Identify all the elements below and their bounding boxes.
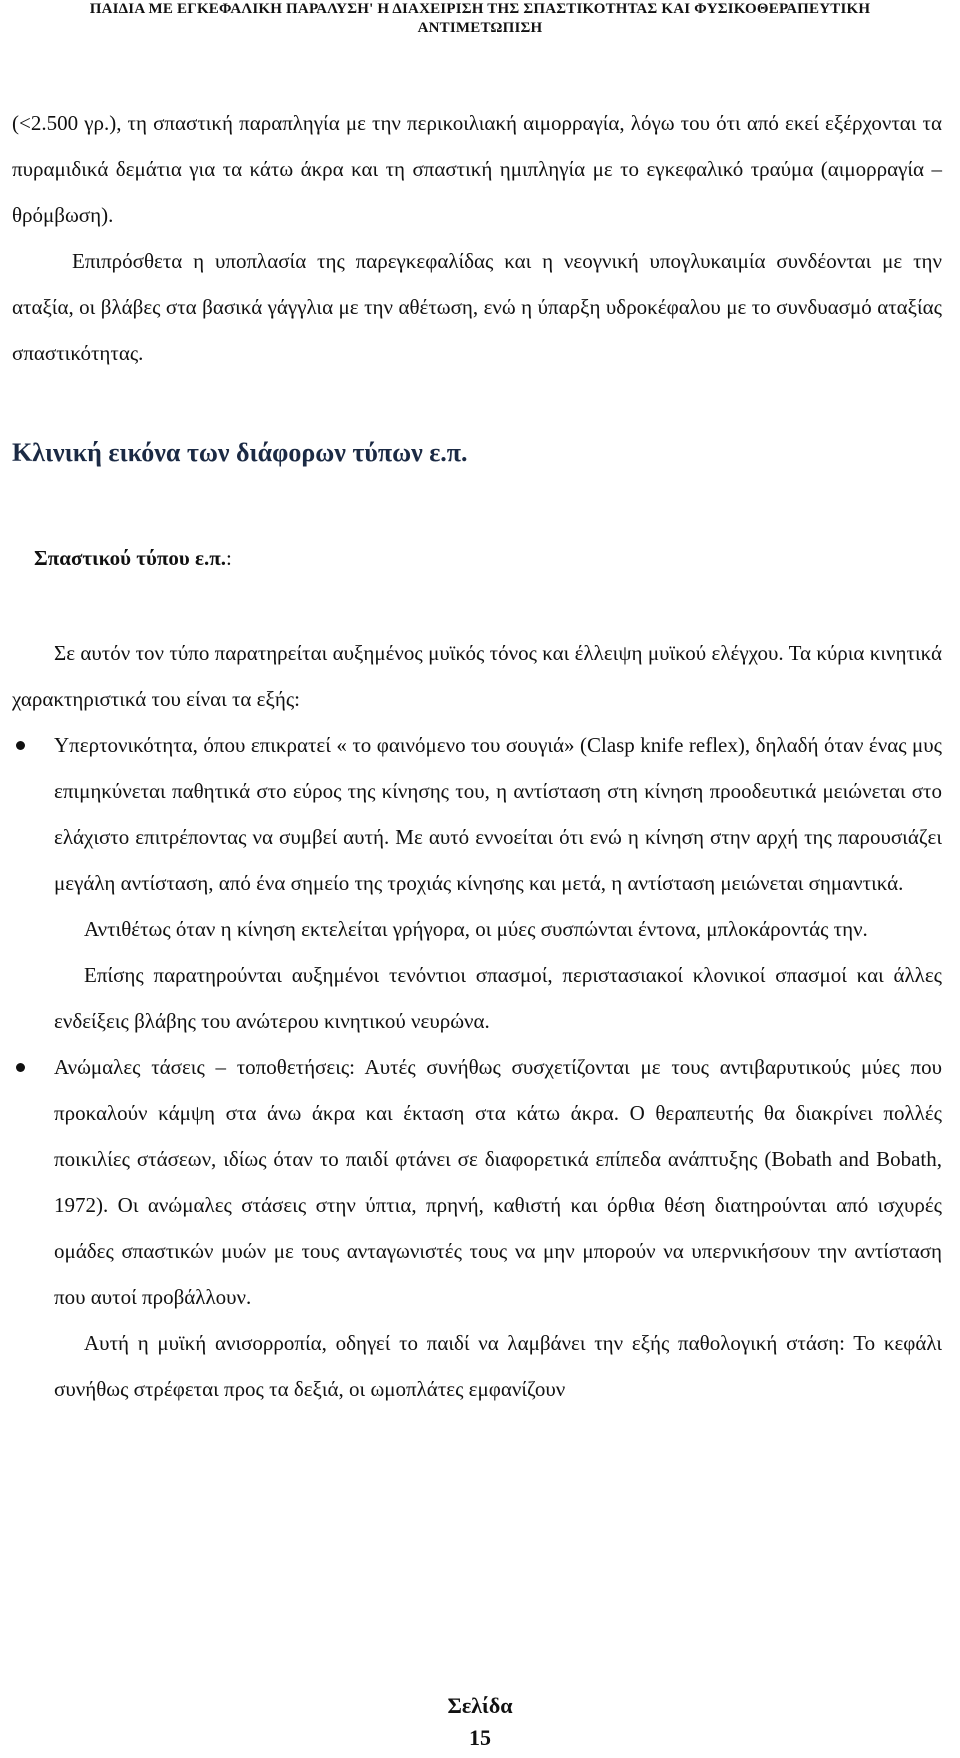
bullet-list xyxy=(12,722,942,1412)
bullet-2-continuation xyxy=(12,1320,942,1412)
page-number: 15 xyxy=(469,1725,491,1750)
bullet-text-2: Ανώμαλες τάσεις – τοποθετήσεις: Αυτές συνήθως συσχετίζονται με τους αντιβαρυτικούς μύες που προκαλούν κάμψη στα άνω άκρα και έκταση στα κάτω άκρα. Ο θεραπευτής θα διακρίνει πολλές ποικιλίες στάσεων, ιδίως όταν το παιδί φτάνει σε διαφορετικά επίπεδα ανάπτυξης (Bobath and Bobath, 1972). Οι ανώμαλες στάσεις στην ύπτια, πρηνή, καθιστή και όρθια θέση διατηρούνται από ισχυρές ομάδες σπαστικών μυών με τους ανταγωνιστές τους να μην μπορούν να υπερνικήσουν την αντίσταση που αυτοί προβάλλουν. xyxy=(54,1055,942,1309)
header-line-2: ΑΝΤΙΜΕΤΩΠΙΣΗ xyxy=(417,20,543,36)
page-footer xyxy=(0,1690,960,1754)
running-header xyxy=(0,0,960,38)
bullet-icon xyxy=(12,1044,54,1320)
bullet-icon xyxy=(12,722,54,906)
list-item xyxy=(12,722,942,906)
page-label: Σελίδα xyxy=(447,1693,513,1718)
list-item xyxy=(12,1044,942,1320)
subsection-heading-text: Σπαστικού τύπου ε.π. xyxy=(34,546,226,570)
section-heading: Κλινική εικόνα των διάφορων τύπων ε.π. xyxy=(12,438,468,467)
paragraph-1: (<2.500 γρ.), τη σπαστική παραπληγία με την περικοιλιακή αιμορραγία, λόγω του ότι από εκεί εξέρχονται τα πυραμιδικά δεμάτια για τα κάτω άκρα και τη σπαστική ημιπληγία με το εγκεφαλικό τραύμα (αιμορραγία – θρόμβωση). xyxy=(12,111,942,227)
intro-paragraph: Σε αυτόν τον τύπο παρατηρείται αυξημένος μυϊκός τόνος και έλλειψη μυϊκού ελέγχου. Τα κύρια κινητικά χαρακτηριστικά του είναι τα εξής: xyxy=(12,641,942,711)
intro-block xyxy=(12,630,942,722)
bullet-1-continuation xyxy=(12,906,942,1044)
bullet-2-paragraph-2: Αυτή η μυϊκή ανισορροπία, οδηγεί το παιδί να λαμβάνει την εξής παθολογική στάση: Το κεφάλι συνήθως στρέφεται προς τα δεξιά, οι ωμοπλάτες εμφανίζουν xyxy=(54,1331,942,1401)
header-line-1: ΠΑΙΔΙΑ ΜΕ ΕΓΚΕΦΑΛΙΚΗ ΠΑΡΑΛΥΣΗ' Η ΔΙΑΧΕΙΡΙΣΗ ΤΗΣ ΣΠΑΣΤΙΚΟΤΗΤΑΣ ΚΑΙ ΦΥΣΙΚΟΘΕΡΑΠΕΥΤΙΚΗ xyxy=(89,1,871,17)
bullet-text-1: Υπερτονικότητα, όπου επικρατεί « το φαινόμενο του σουγιά» (Clasp knife reflex), δηλαδή όταν ένας μυς επιμηκύνεται παθητικά στο εύρος της κίνησης του, η αντίσταση στη κίνηση προοδευτικά μειώνεται στο ελάχιστο επιτρέποντας να συμβεί αυτή. Με αυτό εννοείται ότι ενώ η κίνηση στην αρχή της παρουσιάζει μεγάλη αντίσταση, από ένα σημείο της τροχιάς κίνησης και μετά, η αντίσταση μειώνεται σημαντικά. xyxy=(54,733,942,895)
subsection-heading-colon: : xyxy=(225,546,232,570)
bullet-1-paragraph-3: Επίσης παρατηρούνται αυξημένοι τενόντιοι σπασμοί, περιστασιακοί κλονικοί σπασμοί και άλλες ενδείξεις βλάβης του ανώτερου κινητικού νευρώνα. xyxy=(54,963,942,1033)
paragraph-2: Επιπρόσθετα η υποπλασία της παρεγκεφαλίδας και η νεογνική υπογλυκαιμία συνδέονται με την αταξία, οι βλάβες στα βασικά γάγγλια με την αθέτωση, ενώ η ύπαρξη υδροκέφαλου με το συνδυασμό αταξίας σπαστικότητας. xyxy=(12,249,942,365)
bullet-1-paragraph-2: Αντιθέτως όταν η κίνηση εκτελείται γρήγορα, οι μύες συσπώνται έντονα, μπλοκάροντάς την. xyxy=(84,917,868,941)
body-paragraphs xyxy=(12,100,942,376)
subsection-heading xyxy=(34,546,232,571)
